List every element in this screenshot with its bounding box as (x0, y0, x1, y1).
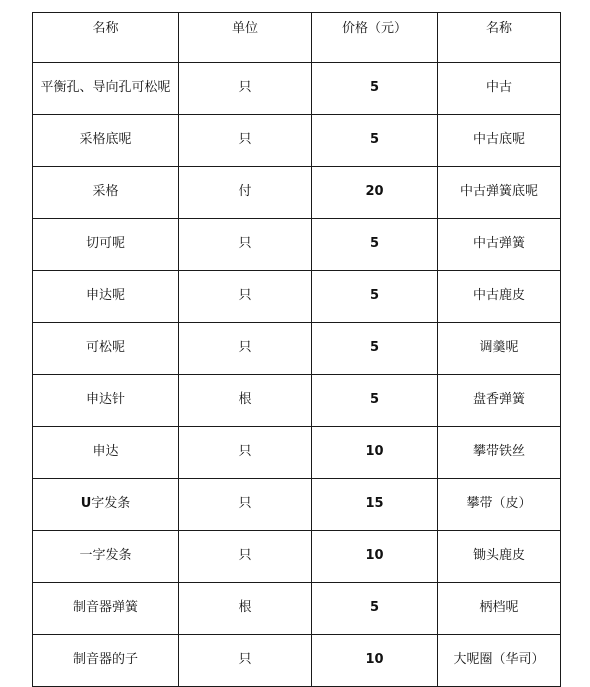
price-table (32, 12, 561, 687)
table-row (33, 531, 561, 583)
cell-name-2: 中古底呢 (438, 115, 561, 167)
cell-unit: 只 (179, 427, 312, 479)
cell-name-2: 调羹呢 (438, 323, 561, 375)
header-name-2: 名称 (438, 13, 561, 63)
cell-name-2: 中古 (438, 63, 561, 115)
cell-name-2: 攀带铁丝 (438, 427, 561, 479)
table-row (33, 583, 561, 635)
cell-name (33, 479, 179, 531)
cell-price: 5 (312, 63, 438, 115)
bold-letter: U (80, 496, 92, 512)
cell-unit: 根 (179, 583, 312, 635)
cell-price: 5 (312, 271, 438, 323)
header-price: 价格（元） (312, 13, 438, 63)
cell-price: 20 (312, 167, 438, 219)
cell-price: 5 (312, 375, 438, 427)
table-row (33, 271, 561, 323)
table-row (33, 219, 561, 271)
table-row (33, 479, 561, 531)
table-row (33, 115, 561, 167)
cell-unit: 只 (179, 219, 312, 271)
cell-name: 申达针 (33, 375, 179, 427)
cell-name-2: 中古弹簧 (438, 219, 561, 271)
cell-text-rest: 字发条 (91, 496, 131, 512)
header-unit: 单位 (179, 13, 312, 63)
cell-name: 采格 (33, 167, 179, 219)
cell-unit: 只 (179, 479, 312, 531)
cell-name: 制音器弹簧 (33, 583, 179, 635)
cell-price: 5 (312, 219, 438, 271)
cell-name: 制音器的子 (33, 635, 179, 687)
cell-price: 5 (312, 115, 438, 167)
cell-price: 10 (312, 635, 438, 687)
table-header-row (33, 13, 561, 63)
cell-name: 申达呢 (33, 271, 179, 323)
table-row (33, 63, 561, 115)
cell-price: 5 (312, 323, 438, 375)
cell-unit: 只 (179, 635, 312, 687)
cell-unit: 根 (179, 375, 312, 427)
cell-unit: 付 (179, 167, 312, 219)
table-row (33, 635, 561, 687)
cell-name: 一字发条 (33, 531, 179, 583)
cell-name: 可松呢 (33, 323, 179, 375)
price-table-container (32, 12, 560, 687)
header-name: 名称 (33, 13, 179, 63)
table-row (33, 375, 561, 427)
cell-price: 15 (312, 479, 438, 531)
cell-name-2: 柄档呢 (438, 583, 561, 635)
cell-name-2: 锄头鹿皮 (438, 531, 561, 583)
cell-unit: 只 (179, 271, 312, 323)
cell-name-2: 攀带（皮） (438, 479, 561, 531)
cell-unit: 只 (179, 323, 312, 375)
cell-price: 10 (312, 427, 438, 479)
table-row (33, 167, 561, 219)
table-row (33, 323, 561, 375)
cell-name-2: 盘香弹簧 (438, 375, 561, 427)
cell-unit: 只 (179, 531, 312, 583)
cell-name-2: 中古鹿皮 (438, 271, 561, 323)
cell-unit: 只 (179, 63, 312, 115)
cell-price: 5 (312, 583, 438, 635)
cell-name: 采格底呢 (33, 115, 179, 167)
cell-name: 切可呢 (33, 219, 179, 271)
table-row (33, 427, 561, 479)
cell-name: 平衡孔、导向孔可松呢 (33, 63, 179, 115)
cell-price: 10 (312, 531, 438, 583)
cell-name: 申达 (33, 427, 179, 479)
cell-name-2: 中古弹簧底呢 (438, 167, 561, 219)
cell-name-2: 大呢圈（华司） (438, 635, 561, 687)
cell-unit: 只 (179, 115, 312, 167)
table-body (33, 63, 561, 687)
